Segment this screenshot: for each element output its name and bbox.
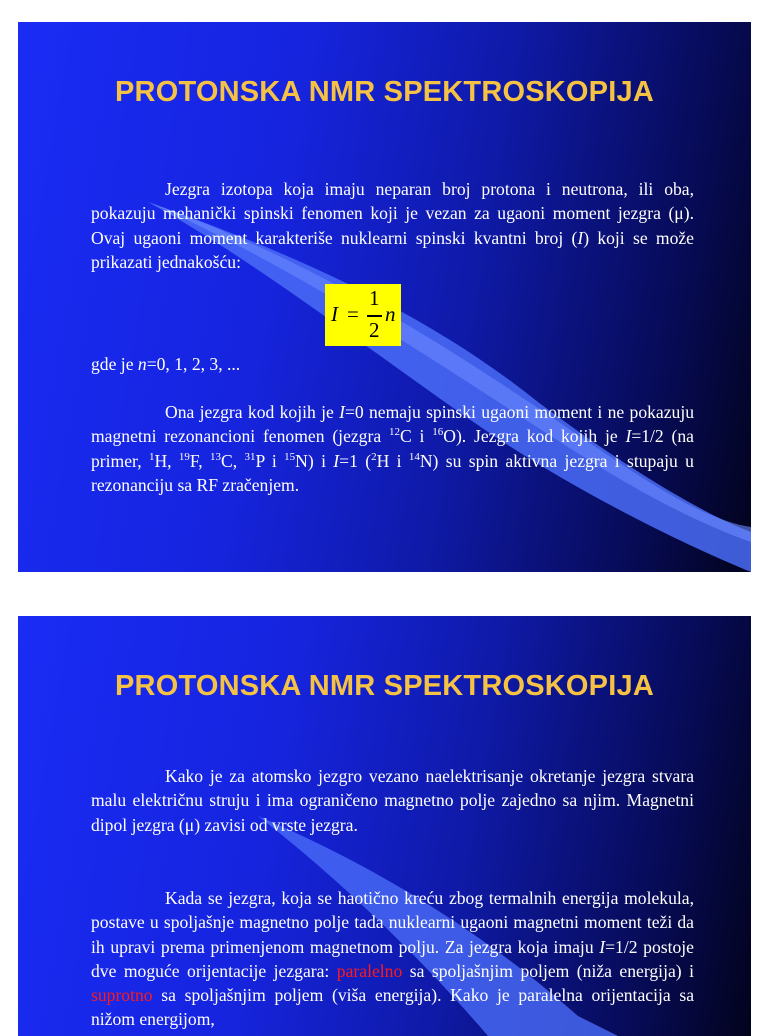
slide-title: PROTONSKA NMR SPEKTROSKOPIJA bbox=[115, 76, 654, 108]
intro-paragraph: Jezgra izotopa koja imaju neparan broj protona i neutrona, ili oba, pokazuju mehanički spinski fenomen koji je vezan za ugaoni moment jezgra (μ). Ovaj ugaoni moment karakteriše nuklearni spinski kvantni broj (I) koji se može prikazati jednakošću: bbox=[91, 179, 694, 272]
slide-1 bbox=[18, 22, 751, 572]
intro-paragraph: Kako je za atomsko jezgro vezano naelektrisanje okretanje jezgra stvara malu električnu struju i ima ograničeno magnetno polje zajedno sa njim. Magnetni dipol jezgra (μ) zavisi od vrste jezgra. bbox=[91, 766, 694, 835]
orientation-paragraph: Kada se jezgra, koja se haotično kreću zbog termalnih energija molekula, postave u spoljašnje magnetno polje tada nuklearni ugaoni magnetni moment teži da ih upravi prema primenjenom magnetnom polju. Za jezgra koja imaju I=1/2 postoje dve moguće orijentacije jezgara: paralelno sa spoljašnjim poljem (niža energija) i suprotno sa spoljašnjim poljem (viša energija). Kako je paralelna orijentacija sa nižom energijom, bbox=[91, 888, 694, 1030]
slide-title: PROTONSKA NMR SPEKTROSKOPIJA bbox=[115, 670, 654, 702]
slide-2 bbox=[18, 616, 751, 1036]
where-line: gde je n=0, 1, 2, 3, ... bbox=[91, 354, 241, 374]
spin-formula: I = 1 2 n bbox=[325, 284, 401, 346]
spin-paragraph: Ona jezgra kod kojih je I=0 nemaju spinski ugaoni moment i ne pokazuju magnetni rezonancioni fenomen (jezgra $^{12}$C i $^{16}$O). Jezgra kod kojih je I=1/2 (na primer, $^1$H, $^{19}$F, $^{13}$C, $^{31}$P i $^{15}$N) i I=1 ($^2$H i $^{14}$N) su spin aktivna jezgra i stupaju u rezonanciju sa RF zračenjem. bbox=[91, 402, 695, 495]
